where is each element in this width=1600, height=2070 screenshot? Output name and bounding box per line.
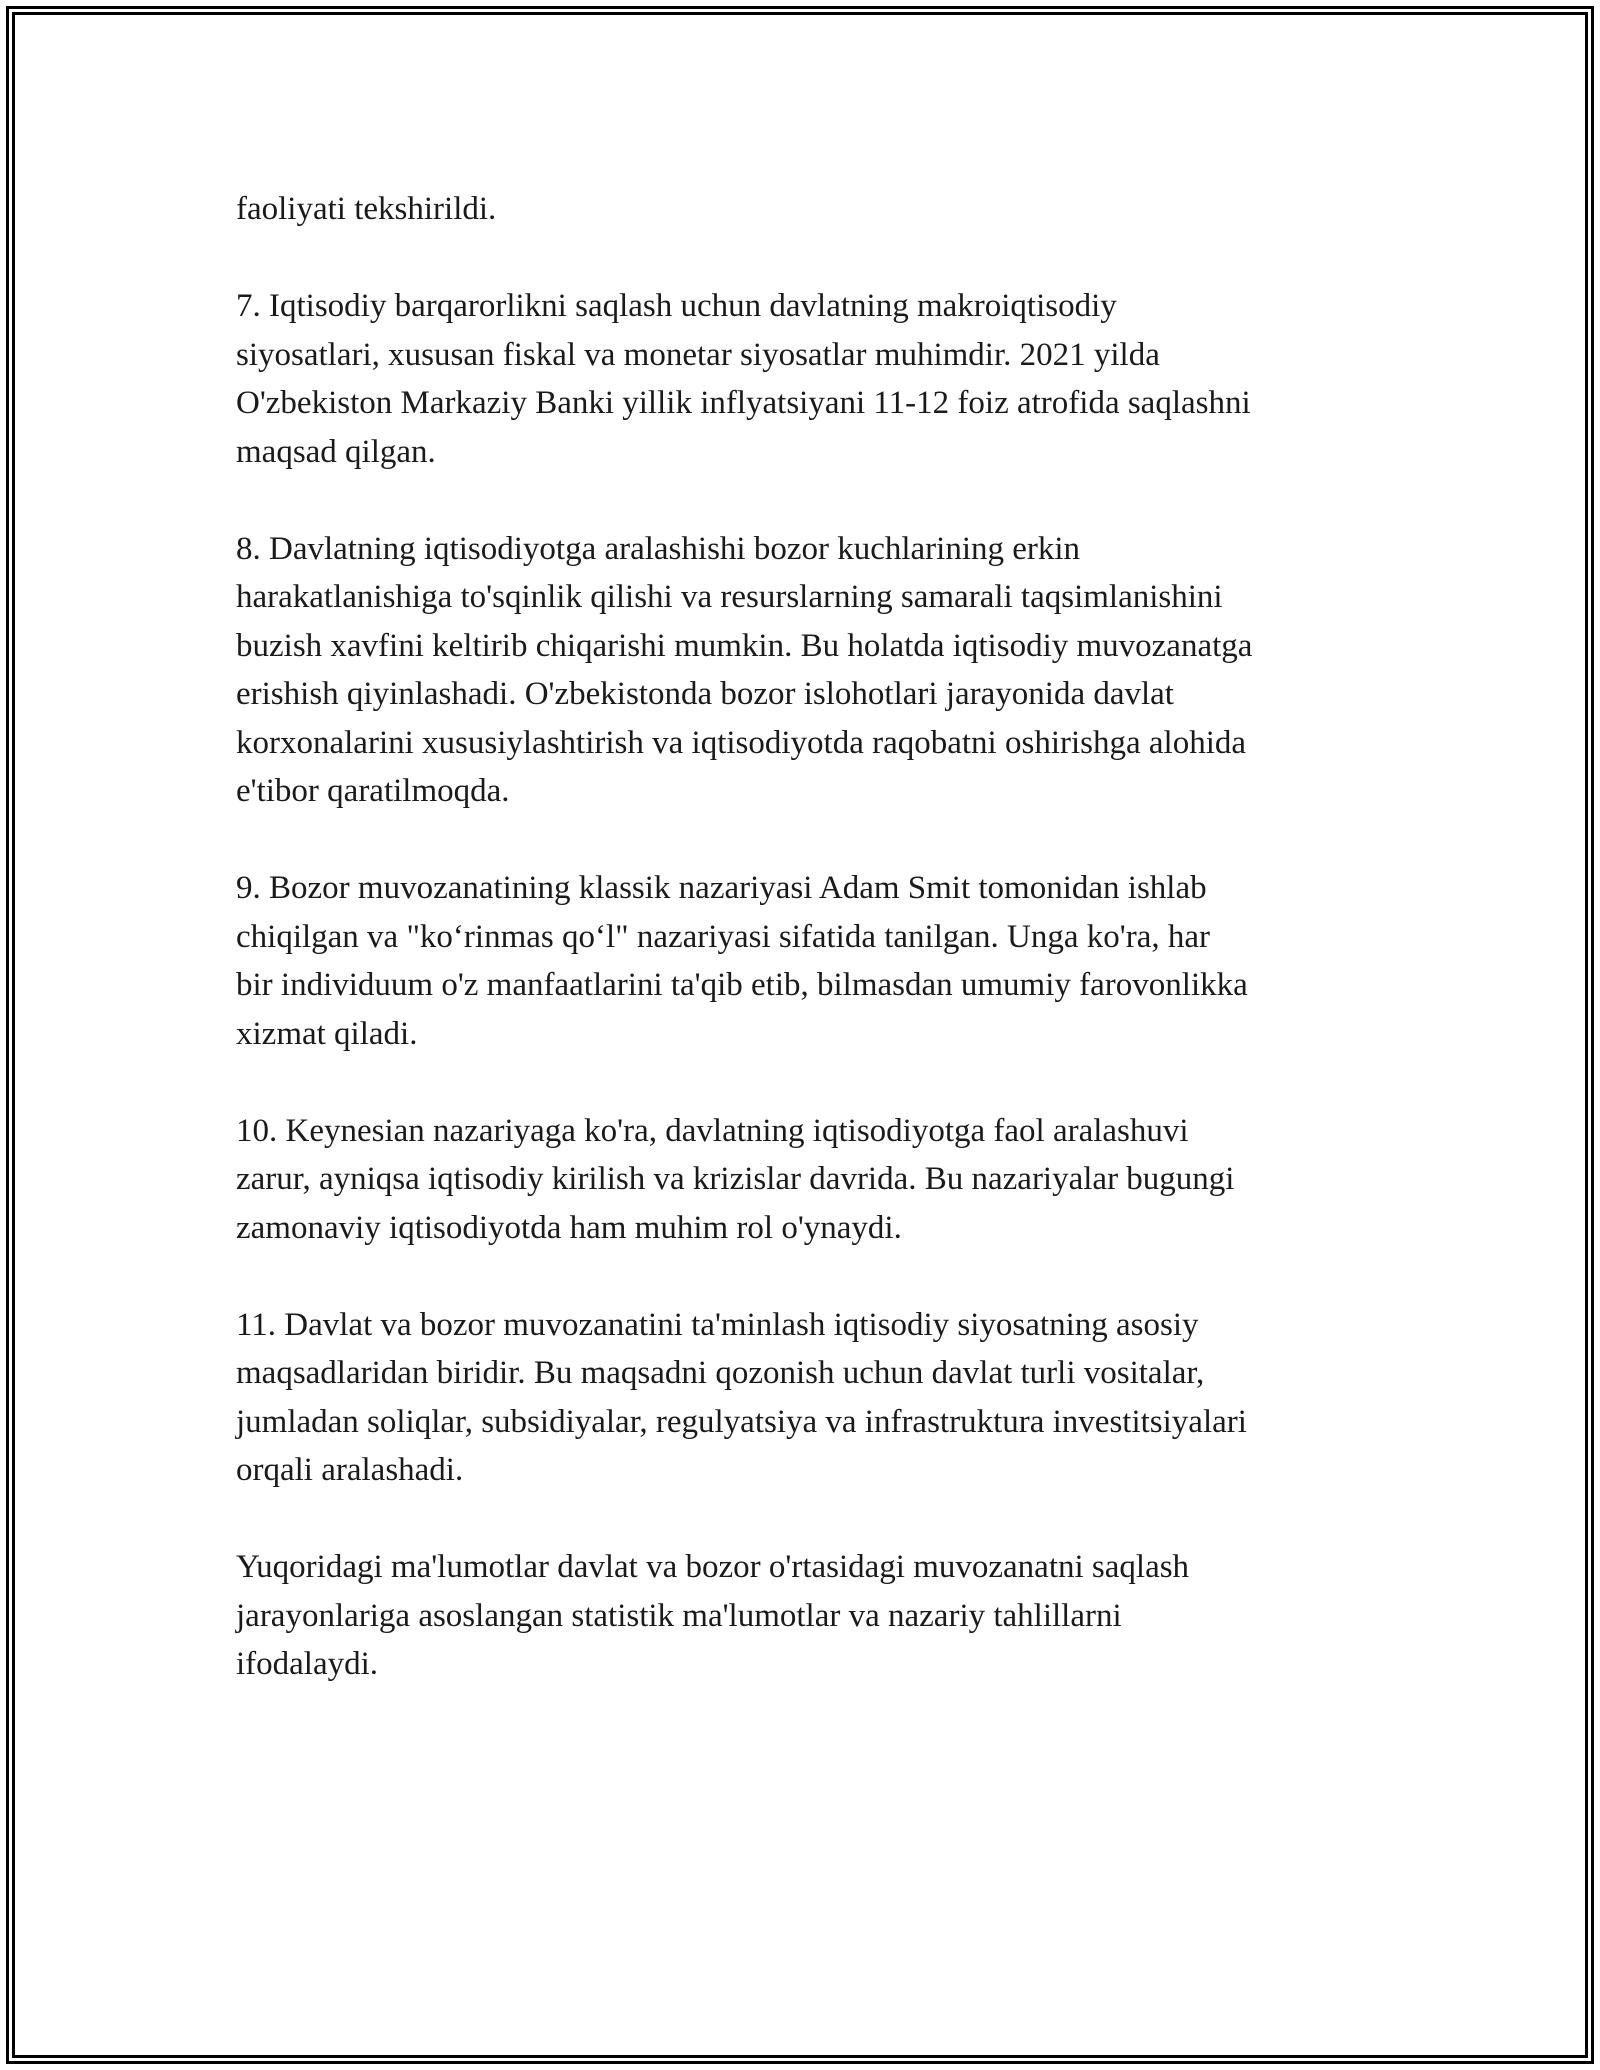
paragraph-item-11: 11. Davlat va bozor muvozanatini ta'minlash iqtisodiy siyosatning asosiy maqsadlaridan biridir. Bu maqsadni qozonish uchun davlat turli vositalar, jumladan soliqlar, subsidiyalar, regulyatsiya va infrastruktura investitsiyalari orqali aralashadi. <box>236 1306 1247 1488</box>
paragraph-item-7: 7. Iqtisodiy barqarorlikni saqlash uchun davlatning makroiqtisodiy siyosatlari, xususan fiskal va monetar siyosatlar muhimdir. 2021 yilda O'zbekiston Markaziy Banki yillik inflyatsiyani 11-12 foiz atrofida saqlashni maqsad qilgan. <box>236 288 1251 470</box>
paragraph-item-9: 9. Bozor muvozanatining klassik nazariyasi Adam Smit tomonidan ishlab chiqilgan va "ko‘rinmas qo‘l" nazariyasi sifatida tanilgan. Unga ko'ra, har bir individuum o'z manfaatlarini ta'qib etib, bilmasdan umumiy farovonlikka xizmat qiladi. <box>236 870 1248 1052</box>
paragraph-conclusion: Yuqoridagi ma'lumotlar davlat va bozor o'rtasidagi muvozanatni saqlash jarayonlariga asoslangan statistik ma'lumotlar va nazariy tahlillarni ifodalaydi. <box>236 1549 1190 1682</box>
paragraph-continuation: faoliyati tekshirildi. <box>236 191 497 227</box>
paragraph-item-10: 10. Keynesian nazariyaga ko'ra, davlatning iqtisodiyotga faol aralashuvi zarur, ayniqsa iqtisodiy kirilish va krizislar davrida. Bu nazariyalar bugungi zamonaviy iqtisodiyotda ham muhim rol o'ynaydi. <box>236 1112 1235 1246</box>
document-body <box>236 185 1386 1689</box>
paragraph-item-8: 8. Davlatning iqtisodiyotga aralashishi bozor kuchlarining erkin harakatlanishiga to'sqinlik qilishi va resurslarning samarali taqsimlanishini buzish xavfini keltirib chiqarishi mumkin. Bu holatda iqtisodiy muvozanatga erishish qiyinlashadi. O'zbekistonda bozor islohotlari jarayonida davlat korxonalarini xususiylashtirish va iqtisodiyotda raqobatni oshirishga alohida e'tibor qaratilmoqda. <box>236 530 1253 809</box>
